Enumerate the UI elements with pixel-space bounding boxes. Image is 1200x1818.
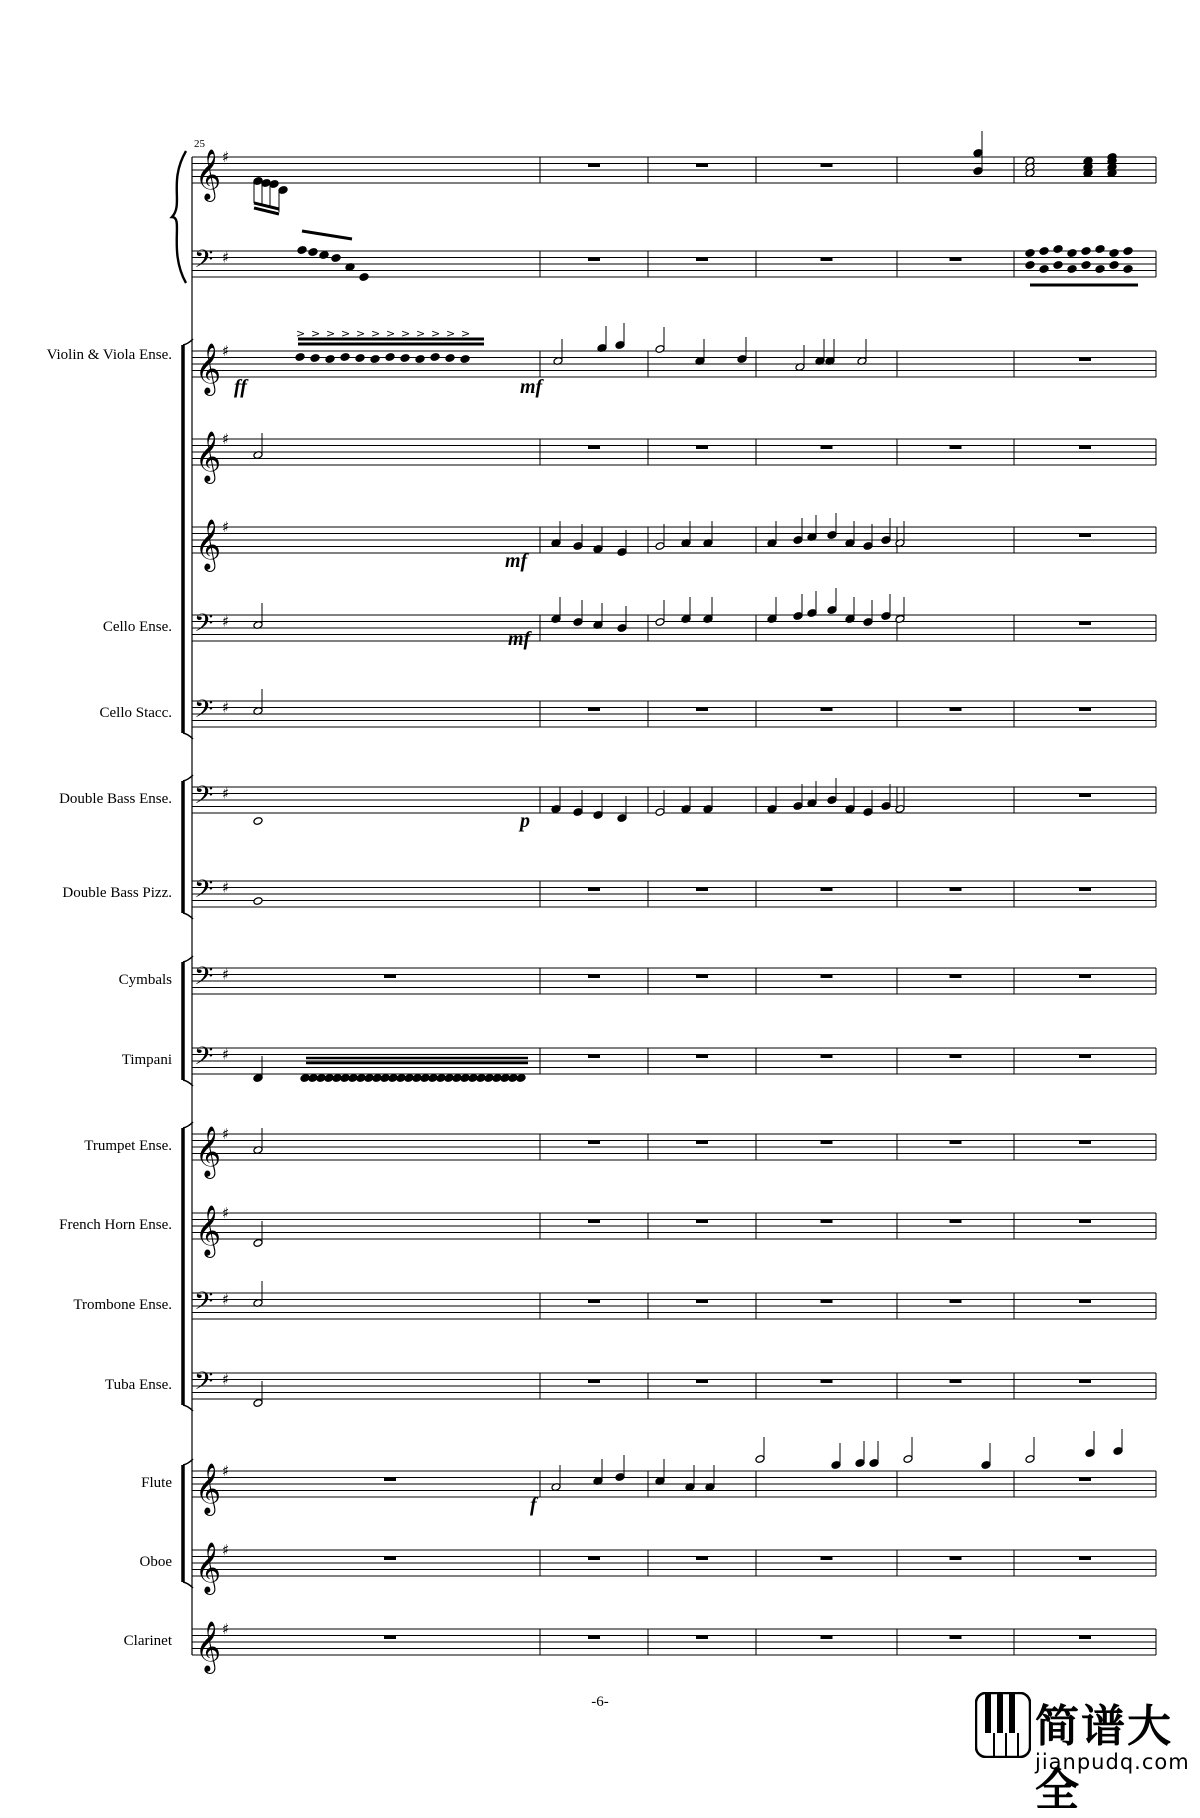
sharp-key-signature-icon: ♯ <box>222 1370 230 1389</box>
staff-flute <box>192 1462 1156 1516</box>
sharp-key-signature-icon: ♯ <box>222 1204 230 1222</box>
whole-rest-icon <box>950 1055 962 1059</box>
instrument-label-timpani: Timpani <box>121 1052 172 1068</box>
note <box>827 513 837 539</box>
note <box>253 1381 263 1407</box>
whole-rest-icon <box>821 1636 833 1640</box>
svg-text:>: > <box>401 327 411 340</box>
piano-keys-icon <box>975 1692 1031 1758</box>
whole-rest-icon <box>821 1141 833 1145</box>
whole-rest-icon <box>821 1220 833 1224</box>
sharp-key-signature-icon: ♯ <box>222 1125 230 1143</box>
note <box>253 1221 263 1247</box>
bass-clef-icon: 𝄢 <box>194 1287 214 1322</box>
sharp-key-signature-icon: ♯ <box>222 1620 230 1638</box>
whole-rest-icon <box>588 975 600 979</box>
dynamic-marking: f <box>530 1494 537 1516</box>
svg-text:>: > <box>386 327 396 340</box>
note <box>831 1443 841 1469</box>
note <box>855 1441 865 1467</box>
whole-rest-icon <box>821 164 833 168</box>
whole-rest-icon <box>950 258 962 262</box>
logo-text: 简谱大全 <box>1035 1701 1173 1816</box>
note <box>895 597 905 623</box>
bass-clef-icon: 𝄢 <box>194 781 214 816</box>
whole-rest-icon <box>950 1557 962 1561</box>
note <box>1025 249 1035 258</box>
svg-text:>: > <box>416 327 426 340</box>
svg-text:>: > <box>296 327 306 340</box>
sharp-key-signature-icon: ♯ <box>222 248 230 267</box>
note <box>331 254 341 263</box>
staff-piano-lh <box>192 245 1156 280</box>
sharp-key-signature-icon: ♯ <box>222 430 230 448</box>
whole-rest-icon <box>696 1557 708 1561</box>
whole-rest-icon <box>696 1300 708 1304</box>
whole-rest-icon <box>588 1220 600 1224</box>
whole-rest-icon <box>588 1141 600 1145</box>
note <box>253 1056 263 1082</box>
treble-clef-icon: 𝄞 <box>195 1205 222 1256</box>
note <box>973 131 983 157</box>
staff-violin-viola-1 <box>192 342 1156 396</box>
bass-clef-icon: 𝄢 <box>194 1042 214 1077</box>
whole-rest-icon <box>384 1636 396 1640</box>
note <box>319 251 329 260</box>
whole-rest-icon <box>821 446 833 450</box>
note <box>1123 265 1133 274</box>
whole-rest-icon <box>1079 975 1091 979</box>
note <box>695 339 705 365</box>
note <box>593 603 603 629</box>
svg-text:>: > <box>356 327 366 340</box>
note <box>1053 245 1063 254</box>
whole-rest-icon <box>696 888 708 892</box>
note <box>1109 249 1119 258</box>
note <box>415 355 425 364</box>
sharp-key-signature-icon: ♯ <box>222 878 230 897</box>
note <box>1095 265 1105 274</box>
note <box>881 594 891 620</box>
svg-text:>: > <box>446 327 456 340</box>
svg-text:>: > <box>311 327 321 340</box>
note <box>981 1443 991 1469</box>
whole-rest-icon <box>588 1300 600 1304</box>
instrument-label-french-horn-ense: French Horn Ense. <box>59 1217 172 1233</box>
note <box>807 515 817 541</box>
instrument-label-flute: Flute <box>141 1475 172 1491</box>
whole-rest-icon <box>821 1300 833 1304</box>
note <box>340 353 350 362</box>
note <box>1067 265 1077 274</box>
staff-trombone-ense <box>192 1287 1156 1322</box>
note <box>655 1459 665 1485</box>
dynamic-marking: mf <box>505 550 528 572</box>
whole-rest-icon <box>696 975 708 979</box>
svg-text:>: > <box>431 327 441 340</box>
staff-cello-stacc <box>192 695 1156 730</box>
note <box>655 524 665 550</box>
svg-text:>: > <box>461 327 471 340</box>
bass-clef-icon: 𝄢 <box>194 609 214 644</box>
whole-rest-icon <box>588 164 600 168</box>
note <box>793 784 803 810</box>
whole-rest-icon <box>696 164 708 168</box>
whole-rest-icon <box>1079 1380 1091 1384</box>
svg-text:>: > <box>326 327 336 340</box>
whole-rest-icon <box>1079 1055 1091 1059</box>
note <box>551 597 561 623</box>
instrument-label-cello-stacc: Cello Stacc. <box>99 705 172 721</box>
note <box>1067 249 1077 258</box>
site-logo[interactable] <box>975 1686 1195 1816</box>
whole-rest-icon <box>950 1380 962 1384</box>
staff-clarinet <box>192 1620 1156 1674</box>
bass-clef-icon: 𝄢 <box>194 875 214 910</box>
sharp-key-signature-icon: ♯ <box>222 342 230 360</box>
whole-rest-icon <box>821 1055 833 1059</box>
note <box>615 1455 625 1481</box>
instrument-label-clarinet: Clarinet <box>123 1633 172 1649</box>
whole-rest-icon <box>950 1300 962 1304</box>
note <box>655 327 665 353</box>
svg-text:>: > <box>341 327 351 340</box>
dynamic-marking: mf <box>520 376 543 398</box>
bass-clef-icon: 𝄢 <box>194 962 214 997</box>
instrument-label-violin-viola-1: Violin & Viola Ense. <box>46 347 172 363</box>
treble-clef-icon: 𝄞 <box>195 1126 222 1177</box>
whole-rest-icon <box>1079 888 1091 892</box>
whole-rest-icon <box>696 1380 708 1384</box>
note <box>655 790 665 816</box>
whole-rest-icon <box>696 708 708 712</box>
note <box>253 689 263 715</box>
whole-rest-icon <box>1079 1220 1091 1224</box>
note <box>573 790 583 816</box>
note <box>1025 1437 1035 1463</box>
note <box>845 521 855 547</box>
note <box>705 1465 715 1491</box>
instrument-label-trombone-ense: Trombone Ense. <box>73 1297 172 1313</box>
note <box>308 248 318 257</box>
note <box>681 597 691 623</box>
whole-rest-icon <box>588 1055 600 1059</box>
note <box>253 817 263 826</box>
sharp-key-signature-icon: ♯ <box>222 965 230 984</box>
whole-rest-icon <box>384 975 396 979</box>
whole-rest-icon <box>588 708 600 712</box>
note <box>430 353 440 362</box>
note <box>681 521 691 547</box>
dynamic-marking: mf <box>508 628 531 650</box>
instrument-label-cello-ense: Cello Ense. <box>102 619 172 635</box>
note <box>359 273 369 282</box>
note <box>807 591 817 617</box>
whole-rest-icon <box>696 258 708 262</box>
instrument-label-double-bass-pizz: Double Bass Pizz. <box>62 885 172 901</box>
staff-trumpet-ense <box>192 1125 1156 1179</box>
svg-text:>: > <box>371 327 381 340</box>
staff-double-bass-pizz <box>192 875 1156 910</box>
whole-rest-icon <box>1079 1478 1091 1482</box>
staff-cello-ense <box>192 609 1156 644</box>
note <box>755 1437 765 1463</box>
whole-rest-icon <box>1079 1300 1091 1304</box>
whole-rest-icon <box>588 1557 600 1561</box>
staff-cymbals <box>192 962 1156 997</box>
note <box>1113 1429 1123 1455</box>
whole-rest-icon <box>950 1220 962 1224</box>
note <box>1123 247 1133 256</box>
note <box>516 1074 526 1083</box>
staff-violin-viola-3 <box>192 518 1156 572</box>
note <box>793 594 803 620</box>
whole-rest-icon <box>950 1636 962 1640</box>
whole-rest-icon <box>821 708 833 712</box>
note <box>807 781 817 807</box>
note <box>845 597 855 623</box>
note <box>1039 265 1049 274</box>
note <box>573 524 583 550</box>
page-number: -6- <box>591 1694 609 1710</box>
staff-double-bass-ense <box>192 781 1156 816</box>
treble-clef-icon: 𝄞 <box>195 149 222 200</box>
treble-clef-icon: 𝄞 <box>195 1463 222 1514</box>
note <box>297 246 307 255</box>
note <box>617 530 627 556</box>
note <box>1085 1431 1095 1457</box>
instrument-label-double-bass-ense: Double Bass Ense. <box>59 791 172 807</box>
whole-rest-icon <box>821 258 833 262</box>
note <box>551 521 561 547</box>
note <box>278 186 288 212</box>
note <box>1081 247 1091 256</box>
note <box>737 337 747 363</box>
staff-timpani <box>192 1042 1156 1077</box>
whole-rest-icon <box>696 1220 708 1224</box>
sharp-key-signature-icon: ♯ <box>222 612 230 631</box>
note <box>551 1465 561 1491</box>
whole-rest-icon <box>696 1141 708 1145</box>
note <box>1081 261 1091 270</box>
piano-brace-icon <box>172 151 186 283</box>
note <box>460 355 470 364</box>
dynamic-marking: p <box>520 810 530 832</box>
note <box>617 606 627 632</box>
note <box>685 1465 695 1491</box>
note <box>253 1281 263 1307</box>
treble-clef-icon: 𝄞 <box>195 343 222 394</box>
note <box>310 354 320 363</box>
whole-rest-icon <box>1079 358 1091 362</box>
instrument-label-trumpet-ense: Trumpet Ense. <box>84 1138 172 1154</box>
whole-rest-icon <box>696 1055 708 1059</box>
note <box>863 600 873 626</box>
note <box>253 897 263 906</box>
bass-clef-icon: 𝄢 <box>194 245 214 280</box>
whole-rest-icon <box>588 1636 600 1640</box>
bass-clef-icon: 𝄢 <box>194 695 214 730</box>
note <box>1109 261 1119 270</box>
whole-rest-icon <box>588 258 600 262</box>
note <box>1095 245 1105 254</box>
whole-rest-icon <box>1079 1557 1091 1561</box>
whole-rest-icon <box>821 1557 833 1561</box>
sharp-key-signature-icon: ♯ <box>222 1290 230 1309</box>
note <box>253 1128 263 1154</box>
whole-rest-icon <box>950 446 962 450</box>
note <box>370 355 380 364</box>
treble-clef-icon: 𝄞 <box>195 1621 222 1672</box>
note <box>445 354 455 363</box>
whole-rest-icon <box>950 975 962 979</box>
instrument-label-oboe: Oboe <box>139 1554 172 1570</box>
note <box>869 1441 879 1467</box>
note <box>553 339 563 365</box>
whole-rest-icon <box>1079 708 1091 712</box>
note <box>903 1437 913 1463</box>
note <box>400 354 410 363</box>
note <box>863 790 873 816</box>
whole-rest-icon <box>821 888 833 892</box>
whole-rest-icon <box>696 1636 708 1640</box>
staff-tuba-ense <box>192 1367 1156 1402</box>
whole-rest-icon <box>1079 1636 1091 1640</box>
whole-rest-icon <box>950 708 962 712</box>
whole-rest-icon <box>821 975 833 979</box>
dynamic-marking: ff <box>234 376 247 398</box>
treble-clef-icon: 𝄞 <box>195 1542 222 1593</box>
whole-rest-icon <box>696 446 708 450</box>
note <box>703 597 713 623</box>
whole-rest-icon <box>1079 794 1091 798</box>
measure-number: 25 <box>194 138 205 150</box>
note <box>615 323 625 349</box>
whole-rest-icon <box>950 888 962 892</box>
staff-piano-rh <box>192 148 1156 202</box>
note <box>1053 261 1063 270</box>
note <box>1039 247 1049 256</box>
note <box>815 339 825 365</box>
note <box>593 1459 603 1485</box>
whole-rest-icon <box>384 1557 396 1561</box>
note <box>827 588 837 614</box>
whole-rest-icon <box>1079 1141 1091 1145</box>
sharp-key-signature-icon: ♯ <box>222 1462 230 1480</box>
treble-clef-icon: 𝄞 <box>195 519 222 570</box>
sharp-key-signature-icon: ♯ <box>222 148 230 166</box>
sharp-key-signature-icon: ♯ <box>222 784 230 803</box>
sharp-key-signature-icon: ♯ <box>222 698 230 717</box>
note <box>795 345 805 371</box>
treble-clef-icon: 𝄞 <box>195 431 222 482</box>
note <box>325 355 335 364</box>
sharp-key-signature-icon: ♯ <box>222 1045 230 1064</box>
sharp-key-signature-icon: ♯ <box>222 518 230 536</box>
note <box>573 600 583 626</box>
note <box>881 518 891 544</box>
whole-rest-icon <box>588 1380 600 1384</box>
note <box>793 518 803 544</box>
note <box>253 603 263 629</box>
note <box>253 433 263 459</box>
whole-rest-icon <box>384 1478 396 1482</box>
bass-clef-icon: 𝄢 <box>194 1367 214 1402</box>
note <box>355 354 365 363</box>
note <box>703 521 713 547</box>
note <box>895 521 905 547</box>
staff-violin-viola-2 <box>192 430 1156 484</box>
logo-url: jianpudq.com <box>1035 1750 1190 1774</box>
instrument-label-cymbals: Cymbals <box>118 972 172 988</box>
note <box>655 600 665 626</box>
note <box>767 521 777 547</box>
note <box>597 326 607 352</box>
whole-rest-icon <box>821 1380 833 1384</box>
whole-rest-icon <box>588 446 600 450</box>
instrument-label-tuba-ense: Tuba Ense. <box>105 1377 172 1393</box>
whole-rest-icon <box>950 1141 962 1145</box>
note <box>1025 261 1035 270</box>
note <box>295 353 305 362</box>
note <box>827 778 837 804</box>
note <box>863 524 873 550</box>
sharp-key-signature-icon: ♯ <box>222 1541 230 1559</box>
note <box>767 597 777 623</box>
whole-rest-icon <box>1079 622 1091 626</box>
note <box>857 339 867 365</box>
note <box>385 353 395 362</box>
whole-rest-icon <box>1079 534 1091 538</box>
note <box>881 784 891 810</box>
staff-french-horn-ense <box>192 1204 1156 1258</box>
note <box>269 180 279 206</box>
staff-oboe <box>192 1541 1156 1595</box>
whole-rest-icon <box>588 888 600 892</box>
whole-rest-icon <box>1079 446 1091 450</box>
note <box>825 339 835 365</box>
